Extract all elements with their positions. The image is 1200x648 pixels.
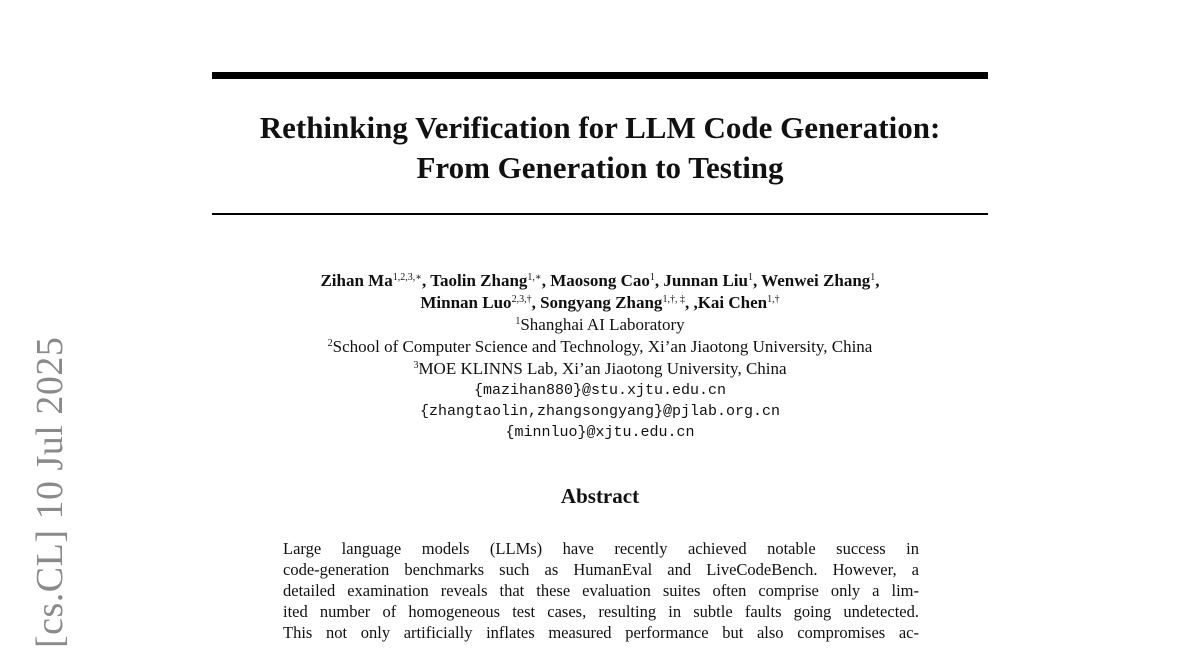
author-separator: ,: [541, 271, 551, 290]
author-separator: ,: [422, 271, 431, 290]
author-affil-mark: 1: [870, 272, 876, 283]
author-separator: ,: [752, 271, 762, 290]
affiliation-text: Shanghai AI Laboratory: [520, 315, 685, 334]
author-affil-mark: 1,2,3,∗: [392, 272, 423, 283]
author-affil-mark: 1,†: [767, 294, 780, 305]
title-bottom-rule: [212, 213, 988, 215]
affiliation-1: [212, 314, 988, 336]
abstract-line: code-generation benchmarks such as HumanEval and LiveCodeBench. However, a: [283, 560, 919, 579]
author-line-2: [212, 292, 988, 314]
email-1: {mazihan880}@stu.xjtu.edu.cn: [473, 382, 727, 399]
abstract-line: Large language models (LLMs) have recently achieved notable success in: [283, 539, 919, 558]
author-separator: , ,: [684, 293, 698, 312]
affiliation-2: [212, 336, 988, 358]
author-name: Kai Chen: [697, 293, 768, 312]
email-3: {minnluo}@xjtu.edu.cn: [505, 424, 695, 441]
title-line-1: Rethinking Verification for LLM Code Generation:: [259, 110, 941, 145]
abstract-line: ited number of homogeneous test cases, resulting in subtle faults going undetected.: [283, 602, 919, 621]
abstract-line: This not only artificially inflates measured performance but also compromises ac-: [283, 623, 919, 642]
author-name: Zihan Ma: [320, 271, 393, 290]
email-2: {zhangtaolin,zhangsongyang}@pjlab.org.cn: [419, 403, 781, 420]
abstract-body: [283, 538, 919, 643]
author-name: Junnan Liu: [663, 271, 748, 290]
author-separator: ,: [531, 293, 541, 312]
author-name: Maosong Cao: [550, 271, 650, 290]
affiliation-text: School of Computer Science and Technology, Xi’an Jiaotong University, China: [332, 337, 873, 356]
author-separator: ,: [875, 271, 880, 290]
author-affil-mark: 1: [649, 272, 655, 283]
affiliation-3: [212, 358, 988, 380]
author-affil-mark: 1: [747, 272, 753, 283]
affil-number: 1: [515, 316, 521, 327]
author-name: Taolin Zhang: [430, 271, 528, 290]
author-block: [212, 270, 988, 443]
arxiv-stamp: [cs.CL] 10 Jul 2025: [29, 336, 71, 648]
author-name: Wenwei Zhang: [761, 271, 871, 290]
affiliation-text: MOE KLINNS Lab, Xi’an Jiaotong University, China: [418, 359, 787, 378]
author-affil-mark: 1,†, ‡: [662, 294, 685, 305]
author-name: Minnan Luo: [420, 293, 512, 312]
title-line-2: From Generation to Testing: [416, 150, 784, 185]
abstract-line: detailed examination reveals that these evaluation suites often comprise only a lim-: [283, 581, 919, 600]
author-name: Songyang Zhang: [540, 293, 663, 312]
author-line-1: [212, 270, 988, 292]
author-affil-mark: 2,3,†: [511, 294, 532, 305]
abstract-heading: Abstract: [560, 484, 640, 508]
paper-title: [212, 108, 988, 188]
author-separator: ,: [654, 271, 664, 290]
affil-number: 3: [413, 360, 419, 371]
title-top-rule: [212, 72, 988, 79]
author-affil-mark: 1,∗: [527, 272, 542, 283]
affil-number: 2: [327, 338, 333, 349]
